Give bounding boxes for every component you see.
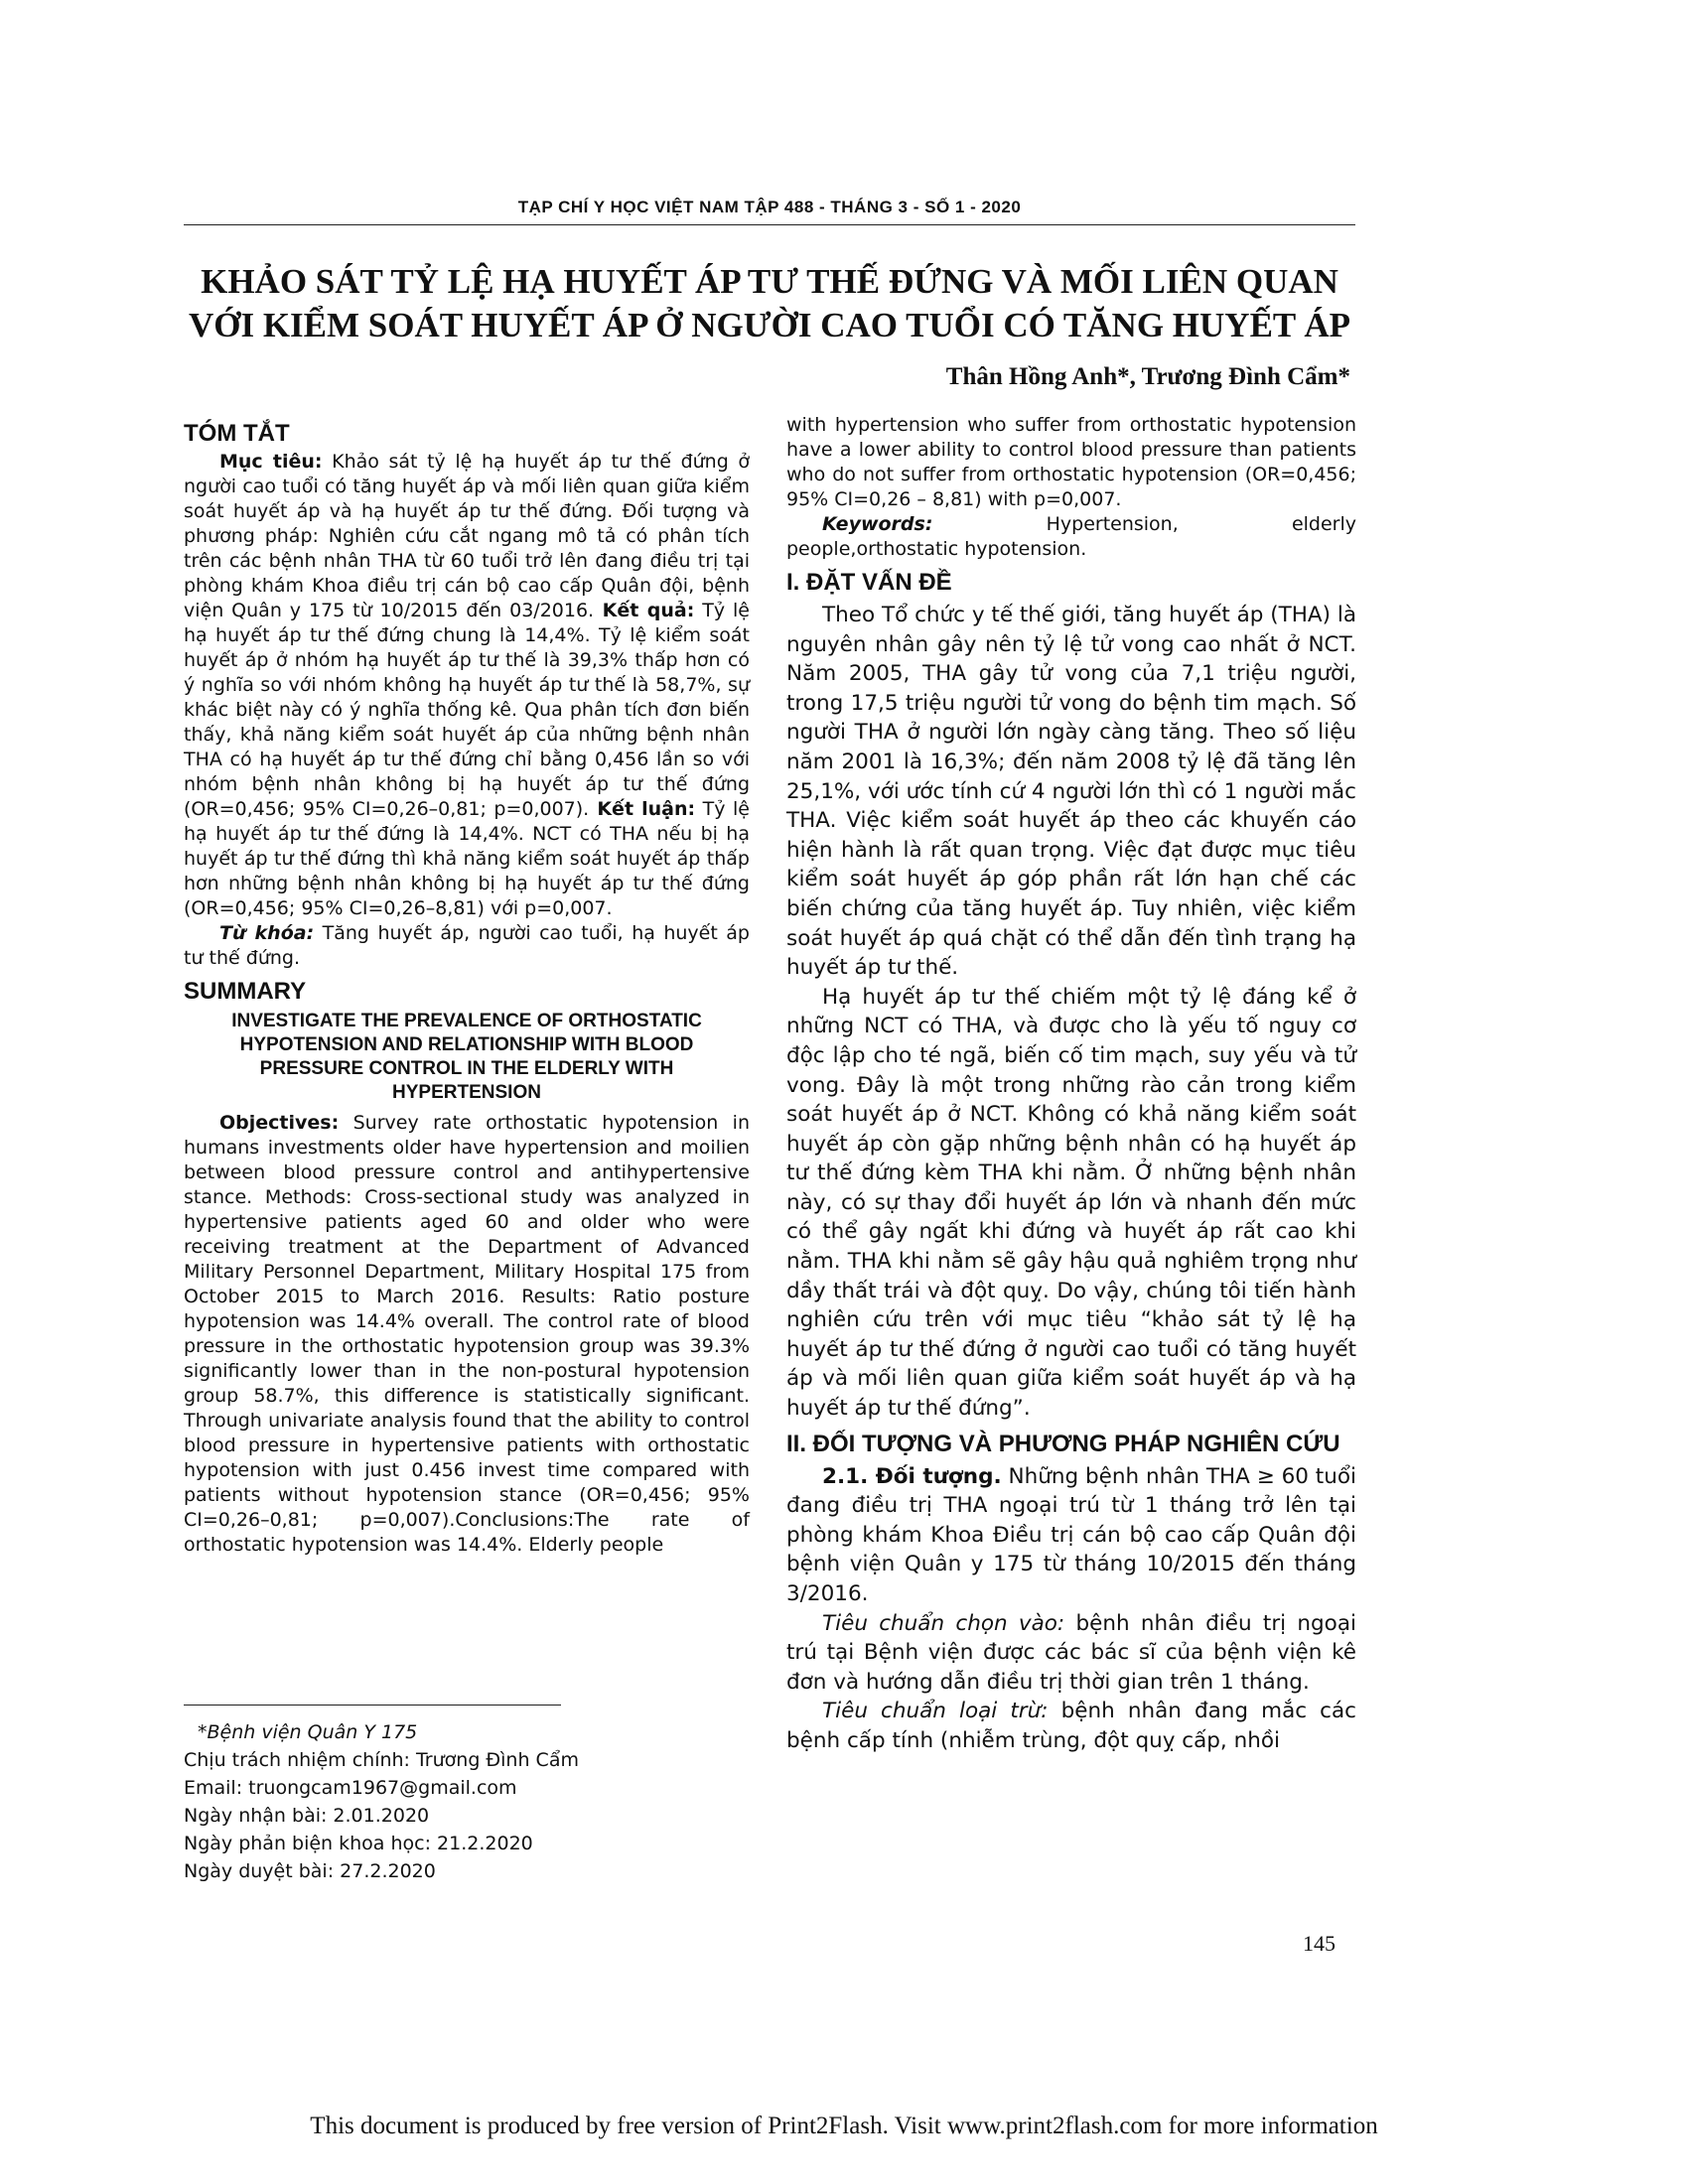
footnotes xyxy=(184,1718,579,1885)
left-column xyxy=(184,417,750,1558)
section-1-para-1: Theo Tổ chức y tế thế giới, tăng huyết áp (THA) là nguyên nhân gây nên tỷ lệ tử vong cao nhất ở NCT. Năm 2005, THA gây tử vong của 7,1 triệu người, trong 17,5 triệu người tử vong do bệnh tim mạch. Số người THA ở người lớn ngày càng tăng. Theo số liệu năm 2001 là 16,3%; đến năm 2008 tỷ lệ đã tăng lên 25,1%, với ước tính cứ 4 người lớn thì có 1 người mắc THA. Việc kiểm soát huyết áp theo các khuyến cáo hiện hành là rất quan trọng. Việc đạt được mục tiêu kiểm soát huyết áp góp phần rất lớn hạn chế các biến chứng của tăng huyết áp. Tuy nhiên, việc kiểm soát huyết áp quá chặt có thể dẫn đến tình trạng hạ huyết áp tư thế. xyxy=(786,603,1357,981)
footnote-responsible: Chịu trách nhiệm chính: Trương Đình Cẩm xyxy=(184,1749,579,1771)
section-1-para-2: Hạ huyết áp tư thế chiếm một tỷ lệ đáng kể ở những NCT có THA, và được cho là yếu tố nguy cơ độc lập cho té ngã, biến cố tim mạch, suy yếu và tử vong. Đây là một trong những rào cản trong kiểm soát huyết áp ở NCT. Không có khả năng kiểm soát huyết áp còn gặp những bệnh nhân có hạ huyết áp tư thế đứng kèm THA khi nằm. Ở những bệnh nhân này, có sự thay đổi huyết áp lớn và nhanh đến mức có thể gây ngất khi đứng và huyết áp rất cao khi nằm. THA khi nằm sẽ gây hậu quả nghiêm trọng như dầy thất trái và đột quỵ. Do vậy, chúng tôi tiến hành nghiên cứu trên với mục tiêu “khảo sát tỷ lệ hạ huyết áp tư thế đứng ở người cao tuổi có tăng huyết áp và mối liên quan giữa kiểm soát huyết áp và hạ huyết áp tư thế đứng”. xyxy=(786,984,1356,1422)
footnote-reviewed: Ngày phản biện khoa học: 21.2.2020 xyxy=(184,1833,533,1854)
results-label: Kết quả: xyxy=(594,600,695,621)
footnote-affiliation: *Bệnh viện Quân Y 175 xyxy=(198,1721,418,1743)
objectives-text: Survey rate orthostatic hypotension in humans investments older have hypertension and moilien between blood pressure control and antihypertensive stance. Methods: Cross-sectional study was analyzed in hypertensive patients aged 60 and older who were receiving treatment at the Department of Advanced Military Personnel Department, Military Hospital 175 from October 2015 to March 2016. Results: Ratio posture hypotension was 14.4% overall. The control rate of blood pressure in the orthostatic hypotension group was 39.3% significantly lower than in the non-postural hypotension group 58.7%, this difference is statistically significant. Through univariate analysis found that the ability to control blood pressure in hypertensive patients with orthostatic hypotension with just 0.456 invest time compared with patients without hypotension stance (OR=0,456; 95% CI=0,26–0,81; p=0,007).Conclusions:The rate of orthostatic hypotension was 14.4%. Elderly people xyxy=(184,1112,750,1556)
exclusion-criteria xyxy=(786,1697,1356,1755)
keywords-vi xyxy=(184,921,750,971)
keywords-en xyxy=(786,512,1356,537)
footnote-received: Ngày nhận bài: 2.01.2020 xyxy=(184,1805,430,1827)
article-authors: Thân Hồng Anh*, Trương Đình Cẩm* xyxy=(945,363,1350,390)
keywords-en-label: Keywords: xyxy=(822,513,933,535)
footnote-divider xyxy=(184,1705,561,1706)
objectives-label: Objectives: xyxy=(219,1112,340,1134)
inclusion-label: Tiêu chuẩn chọn vào: xyxy=(822,1610,1065,1636)
header-divider xyxy=(184,224,1355,225)
keywords-en-rest: people,orthostatic hypotension. xyxy=(786,538,1087,560)
section-2-sub-text: Những bệnh nhân THA ≥ 60 tuổi đang điều trị THA ngoại trú từ 1 tháng trở lên tại phòng khám Khoa Điều trị cán bộ cao cấp Quân đội bệnh viện Quân y 175 từ tháng 10/2015 đến tháng 3/2016. xyxy=(786,1463,1356,1606)
section-2-heading: II. ĐỐI TƯỢNG VÀ PHƯƠNG PHÁP NGHIÊN CỨU xyxy=(786,1430,1340,1457)
summary-body xyxy=(184,1111,750,1558)
keywords-en-word2: elderly xyxy=(1291,513,1356,535)
abstract-vi-body xyxy=(184,450,750,921)
article-title-line-1: KHẢO SÁT TỶ LỆ HẠ HUYẾT ÁP TƯ THẾ ĐỨNG VÀ MỐI LIÊN QUAN xyxy=(201,262,1338,301)
exclusion-label: Tiêu chuẩn loại trừ: xyxy=(822,1699,1049,1724)
summary-title: INVESTIGATE THE PREVALENCE OF ORTHOSTATIC HYPOTENSION AND RELATIONSHIP WITH BLOOD PRESSURE CONTROL IN THE ELDERLY WITH HYPERTENSION xyxy=(231,1011,702,1103)
article-title-line-2: VỚI KIỂM SOÁT HUYẾT ÁP Ở NGƯỜI CAO TUỔI CÓ TĂNG HUYẾT ÁP xyxy=(188,306,1351,344)
results-text: Tỷ lệ hạ huyết áp tư thế đứng chung là 14,4%. Tỷ lệ kiểm soát huyết áp ở nhóm hạ huyết áp tư thế là 39,3% thấp hơn có ý nghĩa so với nhóm không hạ huyết áp tư thế là 58,7%, sự khác biệt này có ý nghĩa thống kê. Qua phân tích đơn biến thấy, khả năng kiểm soát huyết áp của những bệnh nhân THA có hạ huyết áp tư thế đứng chỉ bằng 0,456 lần so với nhóm bệnh nhân không bị hạ huyết áp tư thế đứng (OR=0,456; 95% CI=0,26–0,81; p=0,007). xyxy=(184,600,750,820)
conclusion-text: Tỷ lệ hạ huyết áp tư thế đứng là 14,4%. NCT có THA nếu bị hạ huyết áp tư thế đứng thì khả năng kiểm soát huyết áp thấp hơn những bệnh nhân không bị hạ huyết áp tư thế đứng (OR=0,456; 95% CI=0,26–8,81) với p=0,007. xyxy=(184,798,751,919)
abstract-vi-heading: TÓM TẮT xyxy=(184,420,290,447)
section-1-heading: I. ĐẶT VẤN ĐỀ xyxy=(786,569,952,596)
conclusion-label: Kết luận: xyxy=(589,798,696,820)
exclusion-text: bệnh nhân đang mắc các bệnh cấp tính (nhiễm trùng, đột quỵ cấp, nhồi xyxy=(786,1699,1356,1753)
page-number: 145 xyxy=(1303,1931,1336,1956)
article-title xyxy=(184,260,1355,347)
section-2-sub-label: 2.1. Đối tượng. xyxy=(822,1463,1002,1489)
inclusion-text: bệnh nhân điều trị ngoại trú tại Bệnh viện được các bác sĩ của bệnh viện kê đơn và hướng dẫn điều trị thời gian trên 1 tháng. xyxy=(786,1610,1356,1695)
objective-text: Khảo sát tỷ lệ hạ huyết áp tư thế đứng ở người cao tuổi có tăng huyết áp và mối liên quan giữa kiểm soát huyết áp và hạ huyết áp tư thế đứng. Đối tượng và phương pháp: Nghiên cứu cắt ngang mô tả có phân tích trên các bệnh nhân THA từ 60 tuổi trở lên đang điều trị tại phòng khám Khoa điều trị cán bộ cao cấp Quân đội, bệnh viện Quân y 175 từ 10/2015 đến 03/2016. xyxy=(184,451,751,621)
watermark-text: This document is produced by free version of Print2Flash. Visit www.print2flash.com for more information xyxy=(310,2113,1378,2139)
objective-label: Mục tiêu: xyxy=(219,451,323,473)
keywords-vi-label: Từ khóa: xyxy=(219,922,315,944)
summary-continued: with hypertension who suffer from orthostatic hypotension have a lower ability to control blood pressure than patients who do not suffer from orthostatic hypotension (OR=0,456; 95% CI=0,26 – 8,81) with p=0,007. xyxy=(786,414,1356,510)
right-column xyxy=(786,413,1356,1756)
section-2-subject xyxy=(786,1462,1356,1609)
inclusion-criteria xyxy=(786,1609,1356,1698)
summary-heading: SUMMARY xyxy=(184,978,307,1005)
journal-header: TẠP CHÍ Y HỌC VIỆT NAM TẬP 488 - THÁNG 3 - SỐ 1 - 2020 xyxy=(517,198,1022,216)
keywords-en-word1: Hypertension, xyxy=(1046,513,1179,535)
footnote-accepted: Ngày duyệt bài: 27.2.2020 xyxy=(184,1860,436,1882)
footnote-email: Email: truongcam1967@gmail.com xyxy=(184,1777,517,1799)
keywords-vi-text: Tăng huyết áp, người cao tuổi, hạ huyết áp tư thế đứng. xyxy=(184,922,750,969)
